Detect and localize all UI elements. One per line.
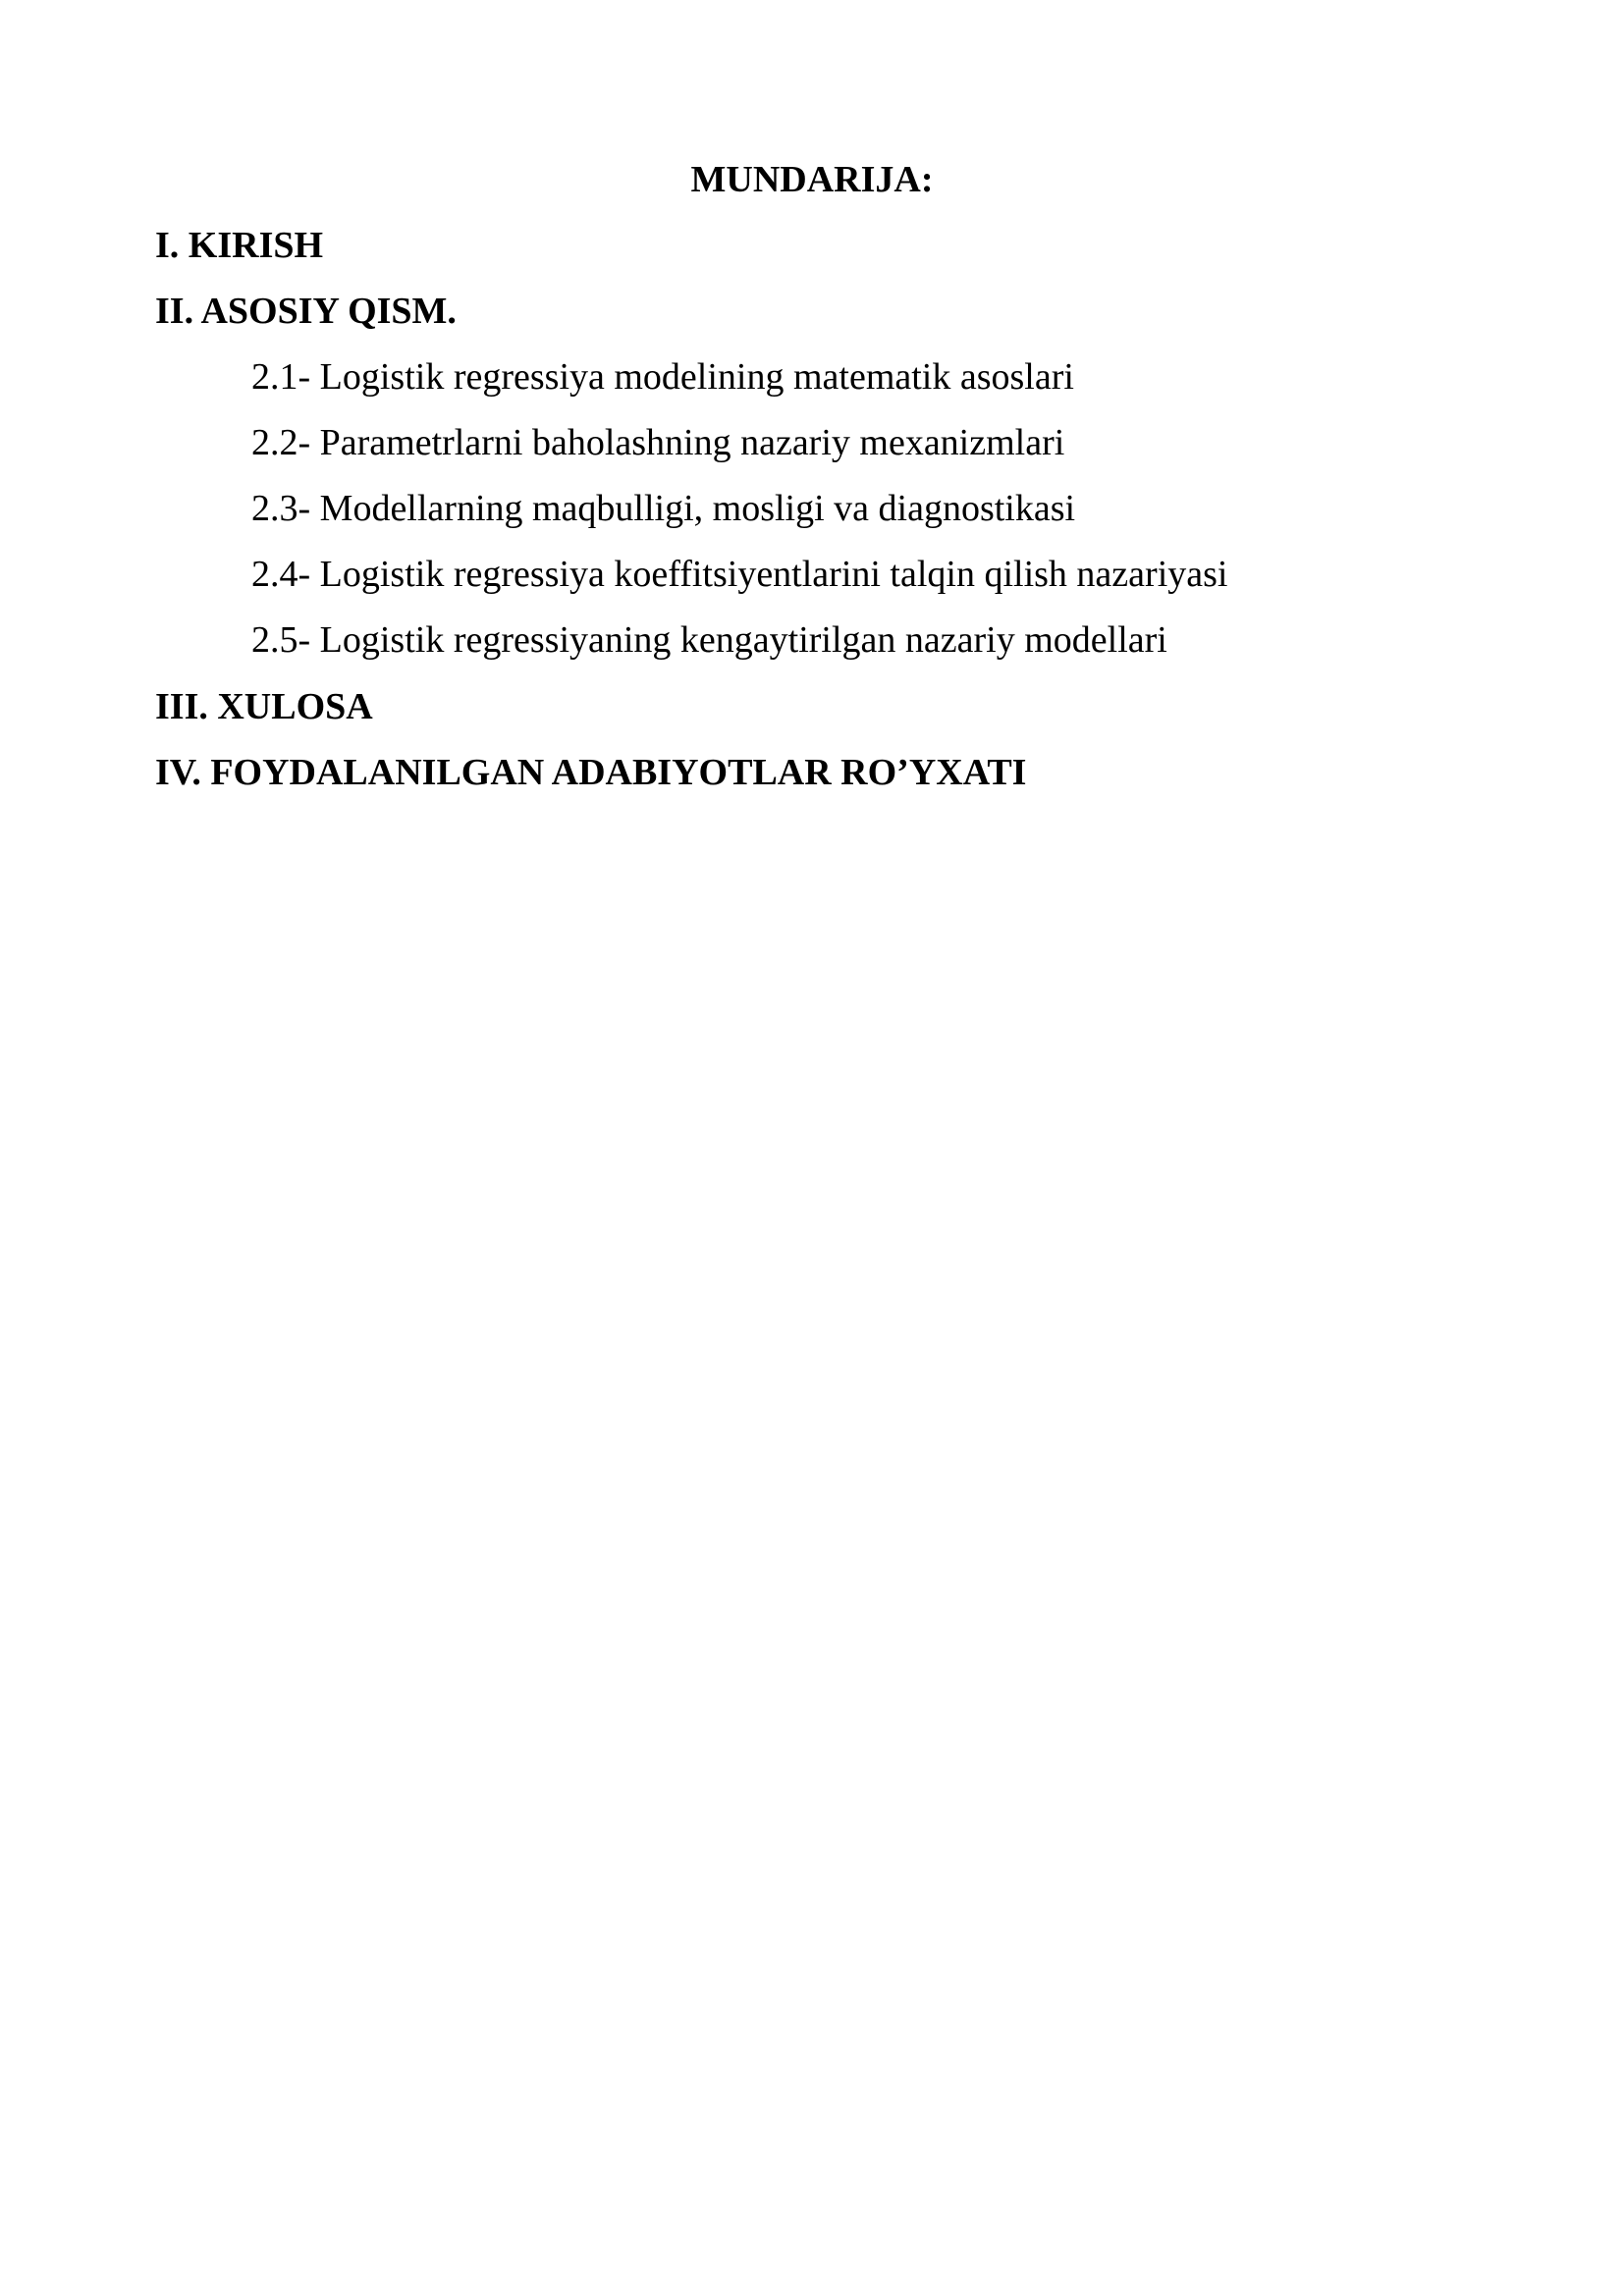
toc-title: MUNDARIJA: xyxy=(690,159,934,200)
toc-subsection-2-4: 2.4- Logistik regressiya koeffitsiyentlarini talqin qilish nazariyasi xyxy=(251,554,1228,595)
toc-section-main: II. ASOSIY QISM. xyxy=(155,291,457,332)
toc-subsection-2-3: 2.3- Modellarning maqbulligi, mosligi va diagnostikasi xyxy=(251,488,1076,529)
toc-subsection-2-2: 2.2- Parametrlarni baholashning nazariy mexanizmlari xyxy=(251,422,1065,463)
toc-subsection-2-1: 2.1- Logistik regressiya modelining matematik asoslari xyxy=(251,356,1074,398)
toc-subsection-2-5: 2.5- Logistik regressiyaning kengaytirilgan nazariy modellari xyxy=(251,619,1167,661)
toc-section-intro: I. KIRISH xyxy=(155,225,324,266)
toc-section-conclusion: III. XULOSA xyxy=(155,686,373,727)
toc-section-references: IV. FOYDALANILGAN ADABIYOTLAR RO’YXATI xyxy=(155,752,1027,793)
